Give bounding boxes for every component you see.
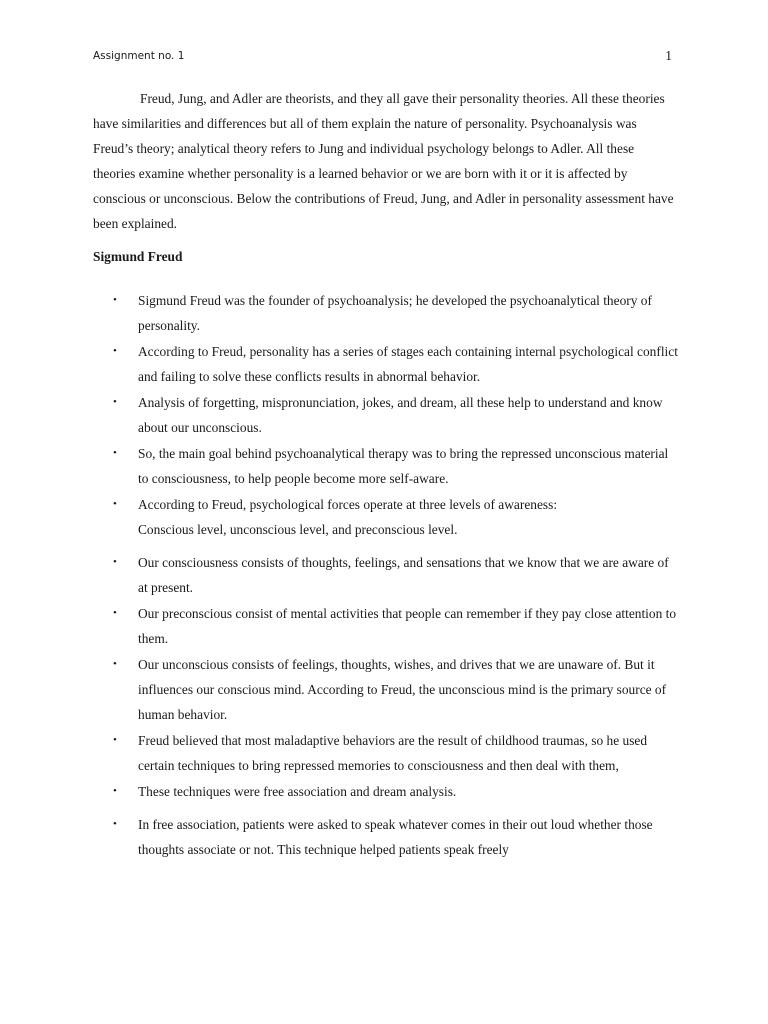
bullet-icon: •: [113, 498, 117, 510]
bullet-icon: •: [113, 734, 117, 746]
bullet-icon: •: [113, 607, 117, 619]
bullet-text: Our unconscious consists of feelings, thoughts, wishes, and drives that we are unaware of. But it influences our conscious mind. According to Freud, the unconscious mind is the primary source of human behavior.: [138, 657, 667, 722]
section-heading: Sigmund Freud: [93, 249, 183, 264]
bullet-text: In free association, patients were asked to speak whatever comes in their out loud whether those thoughts associate or not. This technique helped patients speak freely: [138, 817, 653, 857]
bullet-icon: •: [113, 447, 117, 459]
bullet-icon: •: [113, 785, 117, 797]
bullet-text: Analysis of forgetting, mispronunciation, jokes, and dream, all these help to understand and know about our unconscious.: [138, 395, 663, 435]
list-item: [93, 492, 678, 542]
list-item: [93, 288, 678, 338]
bullet-icon: •: [113, 556, 117, 568]
intro-paragraph: Freud, Jung, and Adler are theorists, and they all gave their personality theories. All these theories have similarities and differences but all of them explain the nature of personality. Psychoanalysis was Freud’s theory; analytical theory refers to Jung and individual psychology belongs to Adler. All these theories examine whether personality is a learned behavior or we are born with it or it is affected by conscious or unconscious. Below the contributions of Freud, Jung, and Adler in personality assessment have been explained.: [93, 91, 674, 231]
list-item: [93, 728, 678, 778]
bullet-icon: •: [113, 294, 117, 306]
list-item: [93, 390, 678, 440]
bullet-text: Our preconscious consist of mental activities that people can remember if they pay close attention to them.: [138, 606, 677, 646]
bullet-text: According to Freud, psychological forces operate at three levels of awareness:: [138, 497, 558, 512]
bullet-text: Sigmund Freud was the founder of psychoanalysis; he developed the psychoanalytical theory of personality.: [138, 293, 652, 333]
bullet-icon: •: [113, 658, 117, 670]
bullet-icon: •: [113, 345, 117, 357]
list-item: [93, 812, 678, 862]
list-item: [93, 779, 678, 804]
list-item: [93, 441, 678, 491]
bullet-text: These techniques were free association and dream analysis.: [138, 784, 457, 799]
list-item: [93, 652, 678, 727]
bullet-icon: •: [113, 818, 117, 830]
page-header: [93, 46, 672, 66]
bullet-list: [93, 288, 678, 863]
header-title: Assignment no. 1: [93, 50, 185, 62]
bullet-text: So, the main goal behind psychoanalytical therapy was to bring the repressed unconscious material to consciousness, to help people become more self-aware.: [138, 446, 669, 486]
levels-line: Conscious level, unconscious level, and preconscious level.: [138, 522, 458, 537]
bullet-icon: •: [113, 396, 117, 408]
list-item: [93, 601, 678, 651]
bullet-text: Our consciousness consists of thoughts, feelings, and sensations that we know that we are aware of at present.: [138, 555, 669, 595]
page-number: 1: [665, 48, 672, 63]
list-item: [93, 339, 678, 389]
bullet-text: Freud believed that most maladaptive behaviors are the result of childhood traumas, so he used certain techniques to bring repressed memories to consciousness and then deal with them,: [138, 733, 648, 773]
list-item: [93, 550, 678, 600]
bullet-text: According to Freud, personality has a series of stages each containing internal psychological conflict and failing to solve these conflicts results in abnormal behavior.: [138, 344, 678, 384]
